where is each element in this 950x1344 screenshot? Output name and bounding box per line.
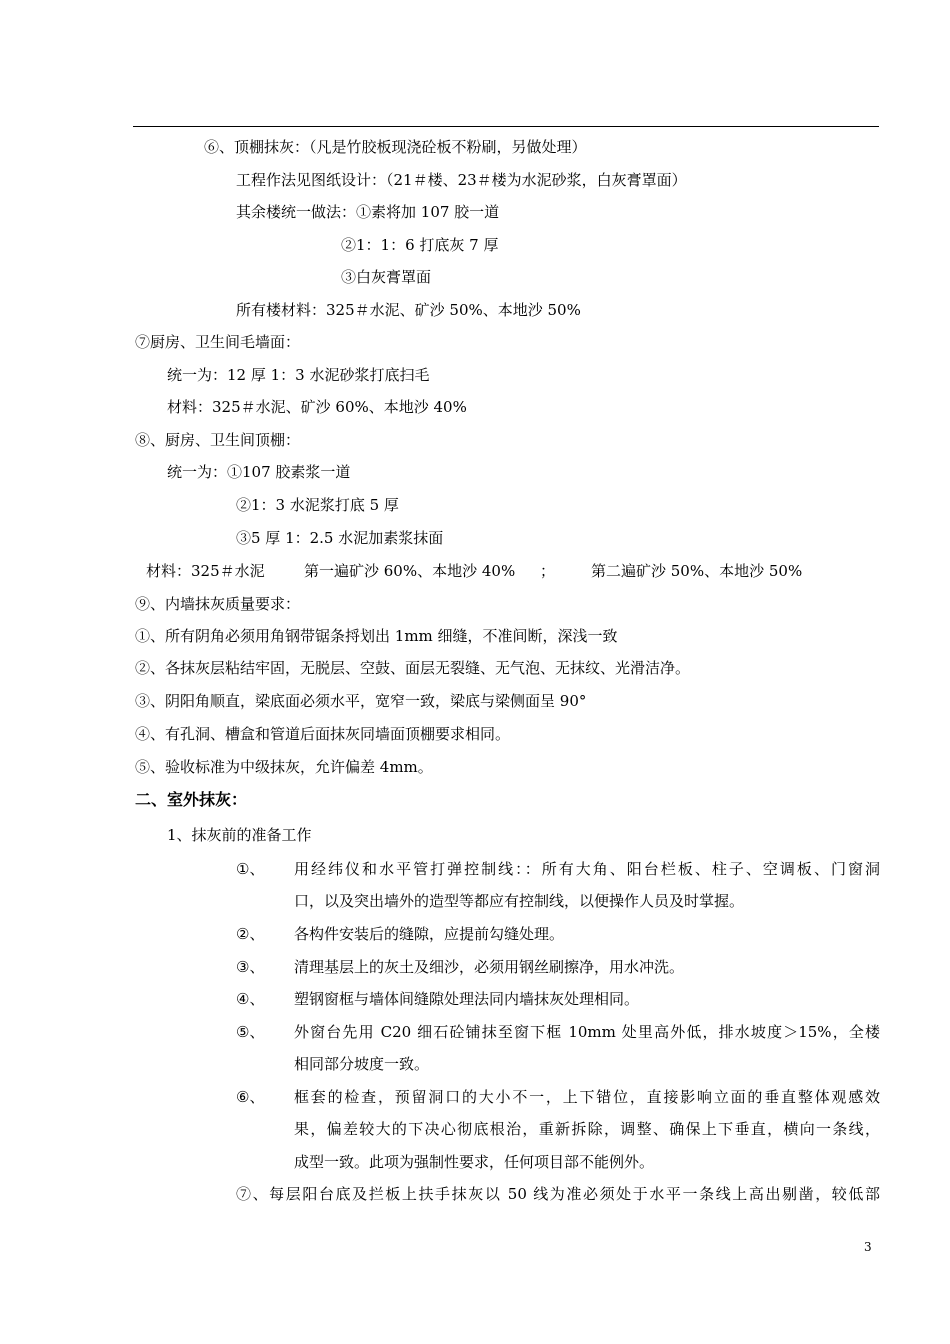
text-line: 所有楼材料：325＃水泥、矿沙 50%、本地沙 50% [236,301,581,319]
item-text: ⑦、每层阳台底及拦板上扶手抹灰以 50 线为准必须处于水平一条线上高出剔凿，较低部 [236,1185,880,1203]
item-text: 口，以及突出墙外的造型等都应有控制线，以便操作人员及时掌握。 [294,892,745,910]
text-line: ②1：3 水泥浆打底 5 厚 [236,496,399,514]
item-text: 清理基层上的灰土及细沙，必须用钢丝刷擦净，用水冲洗。 [294,958,685,976]
item-number: ⑥、 [236,1088,265,1106]
section-heading: 二、室外抹灰： [135,790,248,809]
text-line: 第一遍矿沙 60%、本地沙 40% [304,562,516,580]
text-line: 材料：325＃水泥、矿沙 60%、本地沙 40% [167,398,467,416]
item-number: ①、 [236,860,265,878]
text-line: ③白灰膏罩面 [341,268,432,286]
text-line: 第二遍矿沙 50%、本地沙 50% [591,562,803,580]
text-line: ②1：1：6 打底灰 7 厚 [341,236,499,254]
text-line: 其余楼统一做法：①素将加 107 胶一道 [236,203,500,221]
item-text: 各构件安装后的缝隙，应提前勾缝处理。 [294,925,565,943]
item-text: 框套的检查，预留洞口的大小不一，上下错位，直接影响立面的垂直整体观感效 [294,1088,880,1106]
header-rule [133,126,879,127]
item-number: ③、 [236,958,265,976]
text-line: ②、各抹灰层粘结牢固，无脱层、空鼓、面层无裂缝、无气泡、无抹纹、光滑洁净。 [135,659,691,677]
item-text: 相同部分坡度一致。 [294,1055,430,1073]
subsection-title: 1、抹灰前的准备工作 [167,826,312,844]
text-line: ①、所有阴角必须用角钢带锯条捋划出 1mm 细缝，不准间断，深浅一致 [135,627,618,645]
text-line: 工程作法见图纸设计：（21＃楼、23＃楼为水泥砂浆，白灰膏罩面） [236,171,687,189]
item-text: 成型一致。此项为强制性要求，任何项目部不能例外。 [294,1153,655,1171]
text-line: ③、阴阳角顺直，梁底面必须水平，宽窄一致，梁底与梁侧面呈 90° [135,692,587,710]
text-line: ⑦厨房、卫生间毛墙面： [135,333,301,351]
text-line: ⑨、内墙抹灰质量要求： [135,595,301,613]
text-line: ⑥、顶棚抹灰：（凡是竹胶板现浇砼板不粉刷，另做处理） [204,138,587,156]
text-line: ④、有孔洞、槽盒和管道后面抹灰同墙面顶棚要求相同。 [135,725,511,743]
page-number: 3 [864,1240,872,1254]
item-number: ②、 [236,925,265,943]
item-number: ⑤、 [236,1023,265,1041]
text-line: ⑤、验收标准为中级抹灰，允许偏差 4mm。 [135,758,433,776]
item-number: ④、 [236,990,265,1008]
text-line: 统一为：①107 胶素浆一道 [167,463,351,481]
item-text: 外窗台先用 C20 细石砼铺抹至窗下框 10mm 处里高外低，排水坡度＞15%，全楼 [294,1023,880,1041]
text-line: ③5 厚 1：2.5 水泥加素浆抹面 [236,529,444,547]
text-line: 材料：325＃水泥 [146,562,265,580]
item-text: 塑钢窗框与墙体间缝隙处理法同内墙抹灰处理相同。 [294,990,640,1008]
item-text: 用经纬仪和水平管打弹控制线：：所有大角、阳台栏板、柱子、空调板、门窗洞 [294,860,880,878]
text-line: ⑧、厨房、卫生间顶棚： [135,431,301,449]
text-line: 统一为：12 厚 1：3 水泥砂浆打底扫毛 [167,366,430,384]
text-line: ； [540,562,556,580]
item-text: 果，偏差较大的下决心彻底根治，重新拆除，调整、确保上下垂直，横向一条线， [294,1120,880,1138]
